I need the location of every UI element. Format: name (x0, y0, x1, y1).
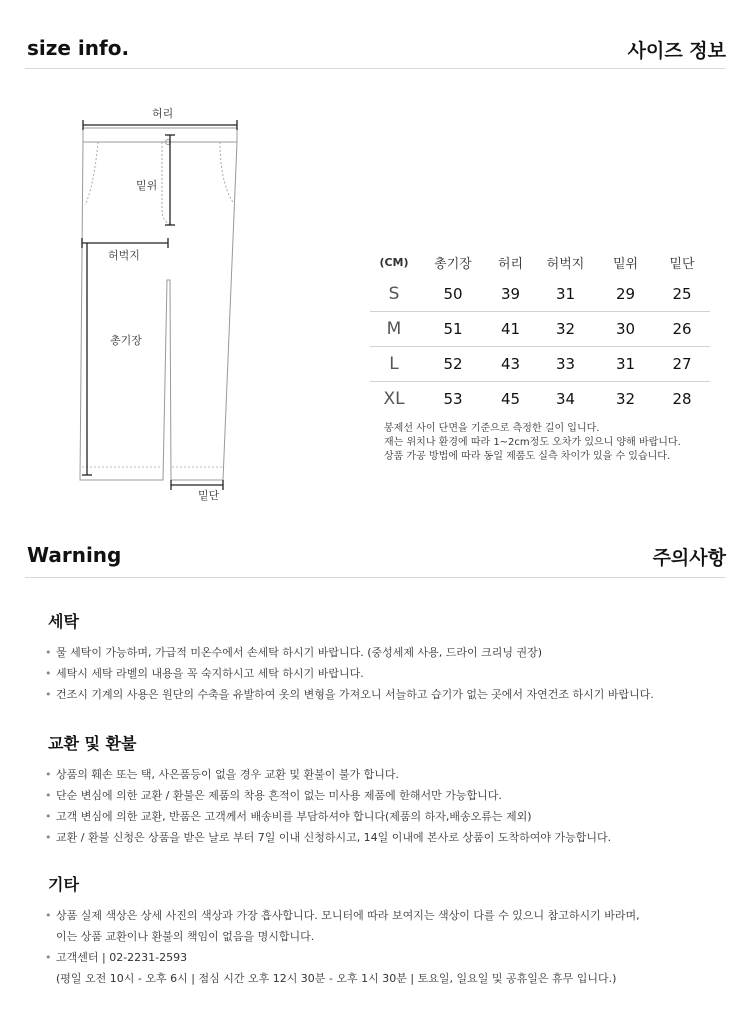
customer-center-hours: (평일 오전 10시 - 오후 6시 | 점심 시간 오후 12시 30분 - 오후 1시 30분 | 토요일, 일요일 및 공휴일은 휴무 입니다.) (56, 972, 617, 985)
size-table-header-hem: 밑단 (669, 256, 695, 272)
diagram-label-waist: 허리 (152, 107, 174, 120)
size-label: L (389, 354, 399, 374)
warning-title-ko: 주의사항 (652, 547, 726, 569)
size-value: 30 (615, 320, 636, 338)
size-info-title-ko: 사이즈 정보 (627, 40, 726, 62)
etc-title: 기타 (48, 875, 79, 894)
size-value: 27 (672, 355, 692, 373)
size-info-title: size info. (27, 36, 130, 60)
exchange-section (45, 731, 735, 848)
size-note: 봉제선 사이 단면을 기준으로 측정한 길이 입니다. (384, 423, 600, 434)
exchange-item: • 교환 / 환불 신청은 상품을 받은 날로 부터 7일 이내 신청하시고, 14일 이내에 본사로 상품이 도착하여야 가능합니다. (45, 827, 735, 848)
pants-diagram (70, 95, 270, 505)
customer-center: • 고객센터 | 02-2231-2593 (45, 947, 735, 968)
size-label: XL (383, 389, 405, 409)
diagram-label-rise: 밑위 (136, 179, 158, 192)
size-value: 31 (555, 285, 576, 303)
size-value: 52 (443, 355, 463, 373)
size-info-header (25, 36, 726, 69)
diagram-label-thigh: 허벅지 (108, 249, 140, 262)
wash-title: 세탁 (48, 612, 79, 631)
pants-outline-illustration (70, 95, 270, 505)
size-table-header-waist: 허리 (497, 256, 524, 272)
etc-item-continued: 이는 상품 교환이나 환불의 책임이 없음을 명시합니다. (56, 930, 315, 943)
size-value: 41 (500, 320, 521, 338)
size-value: 26 (672, 320, 692, 338)
size-value: 28 (672, 390, 692, 408)
size-table-header-row (370, 247, 710, 277)
exchange-item: • 상품의 훼손 또는 택, 사은품등이 없을 경우 교환 및 환불이 불가 합니다. (45, 764, 735, 785)
size-note: 재는 위치나 환경에 따라 1~2cm정도 오차가 있으니 양해 바랍니다. (384, 437, 681, 448)
size-note: 상품 가공 방법에 따라 동일 제품도 실측 차이가 있을 수 있습니다. (384, 451, 671, 462)
size-value: 33 (555, 355, 576, 373)
size-table-header-length: 총기장 (434, 256, 472, 272)
exchange-item: • 고객 변심에 의한 교환, 반품은 고객께서 배송비를 부담하셔야 합니다(제품의 하자,배송오류는 제외) (45, 806, 735, 827)
size-value: 39 (500, 285, 521, 303)
size-table-row-xl (370, 382, 710, 416)
size-table-row-s (370, 277, 710, 312)
size-value: 53 (443, 390, 463, 408)
size-value: 34 (555, 390, 576, 408)
size-value: 32 (555, 320, 576, 338)
size-table (370, 247, 710, 416)
diagram-label-hem: 밑단 (198, 489, 220, 502)
size-value: 25 (672, 285, 692, 303)
warning-header (25, 543, 726, 578)
warning-title: Warning (27, 543, 122, 567)
size-value: 45 (500, 390, 521, 408)
size-value: 31 (615, 355, 636, 373)
size-table-row-l (370, 347, 710, 382)
wash-item: • 물 세탁이 가능하며, 가급적 미온수에서 손세탁 하시기 바랍니다. (중성세제 사용, 드라이 크리닝 권장) (45, 642, 735, 663)
wash-item: • 건조시 기계의 사용은 원단의 수축을 유발하여 옷의 변형을 가져오니 서늘하고 습기가 없는 곳에서 자연건조 하시기 바랍니다. (45, 684, 735, 705)
size-value: 32 (615, 390, 636, 408)
etc-section (45, 872, 735, 989)
size-table-row-m (370, 312, 710, 347)
size-table-header-unit: (CM) (379, 255, 409, 269)
size-label: S (388, 284, 400, 304)
size-value: 51 (443, 320, 463, 338)
size-table-header-thigh: 허벅지 (546, 256, 585, 272)
size-value: 50 (443, 285, 463, 303)
size-table-header-rise: 밑위 (612, 256, 639, 272)
size-label: M (386, 319, 402, 339)
size-table-notes (384, 422, 724, 464)
etc-item: • 상품 실제 색상은 상세 사진의 색상과 가장 흡사합니다. 모니터에 따라 보여지는 색상이 다를 수 있으니 참고하시기 바라며, (45, 905, 735, 926)
exchange-item: • 단순 변심에 의한 교환 / 환불은 제품의 착용 흔적이 없는 미사용 제품에 한해서만 가능합니다. (45, 785, 735, 806)
exchange-title: 교환 및 환불 (48, 734, 137, 753)
diagram-label-length: 총기장 (110, 334, 142, 347)
size-value: 29 (615, 285, 636, 303)
wash-item: • 세탁시 세탁 라벨의 내용을 꼭 숙지하시고 세탁 하시기 바랍니다. (45, 663, 735, 684)
wash-section (45, 609, 735, 705)
size-value: 43 (500, 355, 521, 373)
